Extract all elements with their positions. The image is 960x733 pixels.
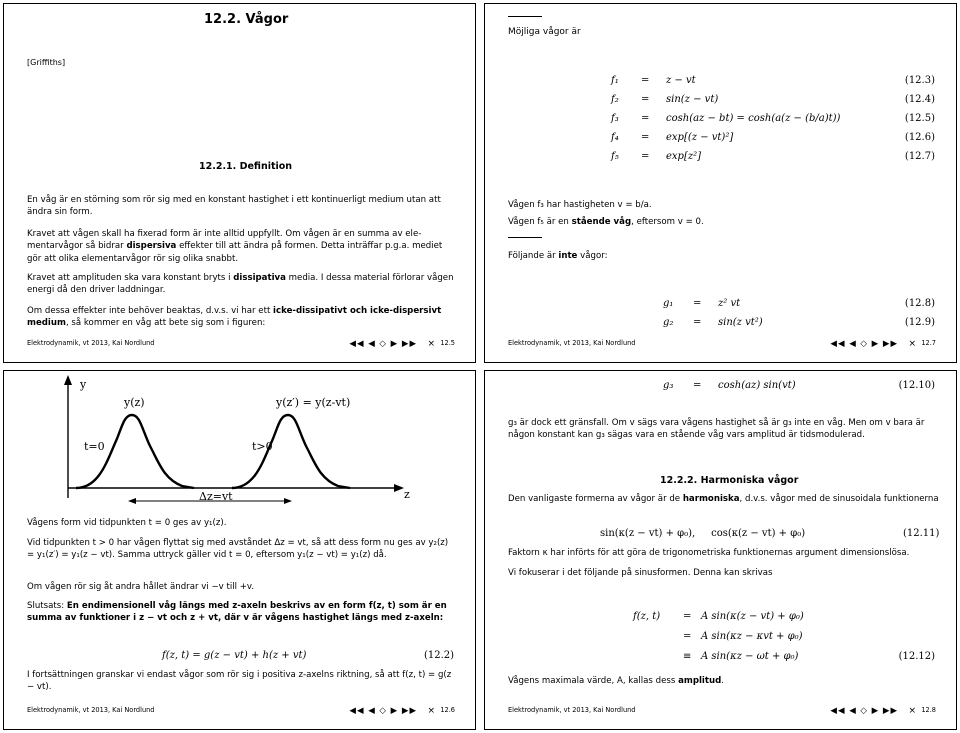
footer-text: Elektrodynamik, vt 2013, Kai Nordlund — [508, 706, 636, 714]
line-f3-speed: Vågen f₃ har hastigheten v = b/a. — [508, 200, 652, 210]
y-axis-arrow — [64, 375, 72, 385]
curve-label-t0: y(z) — [124, 396, 145, 409]
equation-row: f₁ = z − vt (12.3) — [611, 75, 935, 86]
nav-controls[interactable]: ◀◀ ◀ ◇ ▶ ▶▶ — [830, 706, 898, 716]
slide-12-8 — [484, 370, 957, 730]
divider — [508, 237, 542, 238]
paragraph-dissipation: Kravet att amplituden ska vara konstant bryts i dissipativa media. I dessa material förlorar vågen energi då den driver laddningar. — [27, 273, 454, 296]
equation-row: = A sin(κz − κvt + φ₀) — [683, 631, 803, 642]
section-heading: 12.2.2. Harmoniska vågor — [660, 475, 799, 486]
figure-caption: Vågens form vid tidpunkten t = 0 ges av y₁(z). — [27, 518, 227, 528]
paragraph-amplitude: Vågens maximala värde, A, kallas dess amplitud. — [508, 676, 724, 686]
nav-controls[interactable]: ◀◀ ◀ ◇ ▶ ▶▶ — [830, 339, 898, 349]
equation-row: f₄ = exp[(z − vt)²] (12.6) — [611, 132, 935, 143]
page-number: 12.8 — [921, 706, 936, 714]
footer — [27, 705, 455, 717]
equation-row: g₃ = cosh(az) sin(vt) (12.10) — [663, 380, 935, 391]
nav-controls[interactable]: ◀◀ ◀ ◇ ▶ ▶▶ — [349, 339, 417, 349]
page-number: 12.5 — [440, 339, 455, 347]
equation-row: f₅ = exp[z²] (12.7) — [611, 151, 935, 162]
section-heading: 12.2.1. Definition — [199, 161, 293, 172]
time-label-t0: t=0 — [84, 440, 105, 453]
footer — [508, 338, 936, 350]
slide-12-6 — [3, 370, 476, 730]
footer — [27, 338, 455, 350]
close-icon[interactable]: × — [427, 706, 435, 716]
shift-arrow-right — [284, 498, 292, 504]
nav-controls[interactable]: ◀◀ ◀ ◇ ▶ ▶▶ — [349, 706, 417, 716]
heading: Möjliga vågor är — [508, 27, 581, 37]
y-axis-label: y — [80, 378, 87, 391]
paragraph-dispersion: Kravet att vågen skall ha fixerad form är inte alltid uppfyllt. Om vågen är en summa av elementarvågor så bidrar dispersiva effekter till att ändra på formen. Detta inträffar p.g.a. mediet gör att olika elementarvågor rör sig olika snabbt. — [27, 229, 443, 264]
close-icon[interactable]: × — [908, 339, 916, 349]
equation: f(z, t) = g(z − vt) + h(z + vt) — [162, 650, 307, 661]
page-number: 12.6 — [440, 706, 455, 714]
close-icon[interactable]: × — [908, 706, 916, 716]
footer-text: Elektrodynamik, vt 2013, Kai Nordlund — [508, 339, 636, 347]
equation-row: ≡ A sin(κz − ωt + φ₀) (12.12) — [683, 651, 935, 662]
line-standing-wave: Vågen f₅ är en stående våg, eftersom v = 0. — [508, 217, 704, 227]
paragraph-harmonic: Den vanligaste formerna av vågor är de harmoniska, d.v.s. vågor med de sinusoidala funktionerna — [508, 494, 939, 504]
z-axis-label: z — [404, 488, 410, 501]
equation-row: f₂ = sin(z − vt) (12.4) — [611, 94, 935, 105]
paragraph-positive-direction: I fortsättningen granskar vi endast vågor som rör sig i positiva z-axelns riktning, så att f(z, t) = g(z − vt). — [27, 670, 452, 693]
paragraph-translation: Vid tidpunkten t > 0 har vågen flyttat sig med avståndet Δz = vt, så att dess form nu ges av y₂(z) = y₁(z′) = y₁(z − vt). Samma uttryck gäller vid t = 0, eftersom y₁(z − vt) = y₁(z) då. — [27, 538, 449, 561]
equation-row: g₂ = sin(z vt²) (12.9) — [663, 317, 935, 328]
paragraph-limit-case: g₃ är dock ett gränsfall. Om v sägs vara vågens hastighet så är g₃ inte en våg. Men om v bara är någon konstant kan g₃ sägas vara en stående våg vars amplitud är tidsmodulerad. — [508, 418, 925, 441]
wave-curve-t1 — [232, 415, 350, 488]
divider — [508, 16, 542, 17]
line-non-waves: Följande är inte vågor: — [508, 251, 608, 261]
paragraph-conclusion: Slutsats: En endimensionell våg längs med z-axeln beskrivs av en form f(z, t) som är en summa av funktioner i z − vt och z + vt, där v är vågens hastighet längs med z-axeln: — [27, 601, 447, 624]
z-axis-arrow — [394, 484, 404, 492]
reference: [Griffiths] — [27, 58, 66, 67]
equation-row: f(z, t) = A sin(κ(z − vt) + φ₀) — [633, 611, 804, 622]
footer — [508, 705, 936, 717]
slide-12-7 — [484, 3, 957, 363]
close-icon[interactable]: × — [427, 339, 435, 349]
curve-label-t1: y(z′) = y(z-vt) — [276, 396, 351, 409]
equation-number: (12.2) — [424, 650, 455, 661]
equation-number: (12.11) — [903, 528, 940, 539]
page-number: 12.7 — [921, 339, 936, 347]
paragraph-ideal-medium: Om dessa effekter inte behöver beaktas, d.v.s. vi har ett icke-dissipativt och icke-dispersivt medium, så kommer en våg att bete sig som i figuren: — [27, 306, 442, 329]
paragraph-sine-form: Vi fokuserar i det följande på sinusformen. Denna kan skrivas — [508, 568, 773, 578]
shift-arrow-left — [128, 498, 136, 504]
page-title: 12.2. Vågor — [204, 12, 289, 27]
paragraph-kappa: Faktorn κ har införts för att göra de trigonometriska funktionernas argument dimensionslösa. — [508, 548, 910, 558]
slide-12-5 — [3, 3, 476, 363]
footer-text: Elektrodynamik, vt 2013, Kai Nordlund — [27, 339, 155, 347]
time-label-t1: t>0 — [252, 440, 273, 453]
equation-row: g₁ = z² vt (12.8) — [663, 298, 935, 309]
equation-harmonic: sin(κ(z − vt) + φ₀), cos(κ(z − vt) + φ₀) — [600, 528, 806, 539]
shift-label: Δz=vt — [199, 490, 233, 503]
paragraph-direction: Om vågen rör sig åt andra hållet ändrar vi −v till +v. — [27, 582, 255, 592]
footer-text: Elektrodynamik, vt 2013, Kai Nordlund — [27, 706, 155, 714]
paragraph-definition: En våg är en störning som rör sig med en konstant hastighet i ett kontinuerligt medium utan att ändra sin form. — [27, 195, 441, 218]
equation-row: f₃ = cosh(az − bt) = cosh(a(z − (b/a)t)) (12.5) — [611, 113, 935, 124]
